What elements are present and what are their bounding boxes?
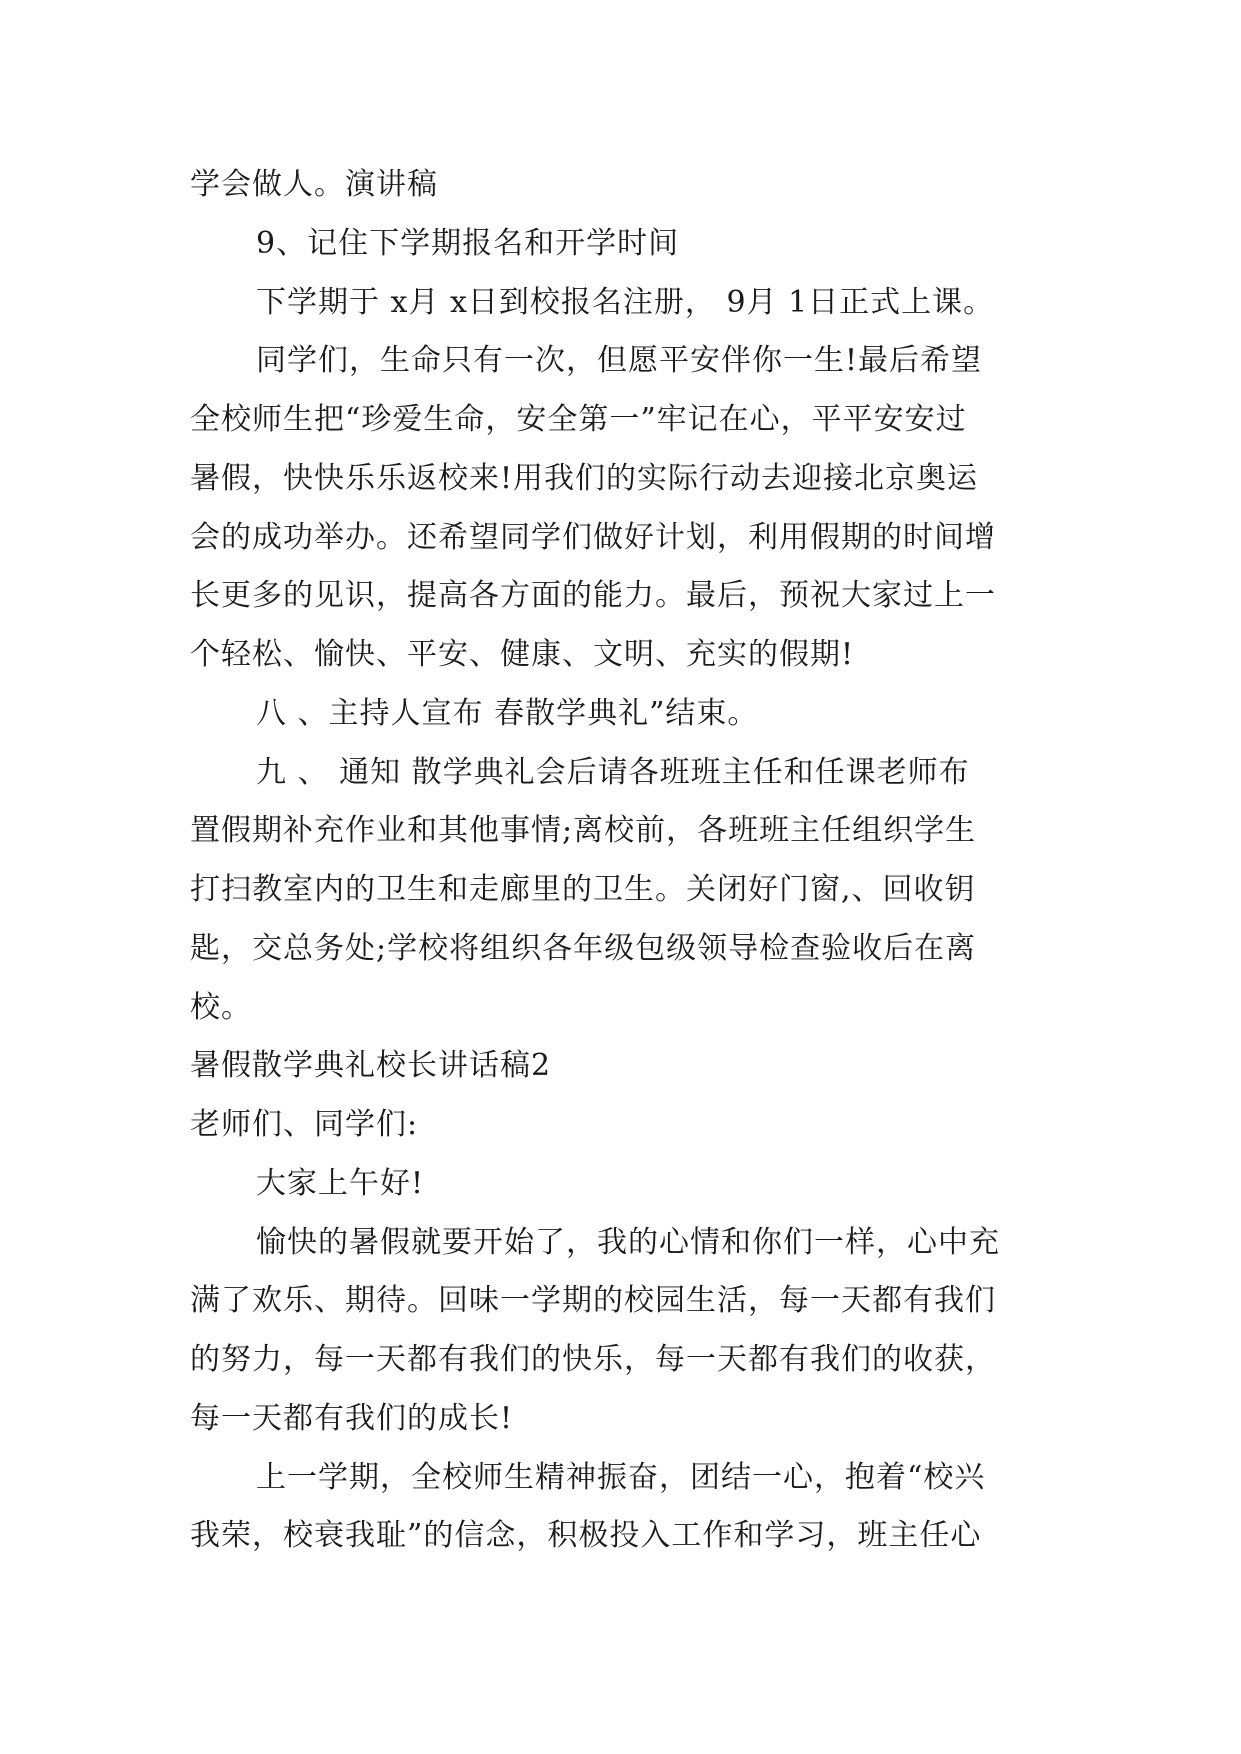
text-line: 下学期于 x月 x日到校报名注册， 9月 1日正式上课。 xyxy=(256,285,995,320)
text-line: 全校师生把“珍爱生命，安全第一”牢记在心，平平安安过 xyxy=(190,402,967,437)
text-line: 的努力，每一天都有我们的快乐，每一天都有我们的收获， xyxy=(190,1342,996,1377)
text-line: 长更多的见识，提高各方面的能力。最后，预祝大家过上一 xyxy=(190,578,996,613)
text-line: 八 、主持人宣布 春散学典礼”结束。 xyxy=(256,696,759,731)
text-line: 学会做人。演讲稿 xyxy=(190,167,438,202)
text-line: 匙，交总务处;学校将组织各年级包级领导检查验收后在离 xyxy=(190,931,977,966)
text-line: 会的成功举办。还希望同学们做好计划，利用假期的时间增 xyxy=(190,520,996,555)
text-line: 我荣，校衰我耻”的信念，积极投入工作和学习，班主任心 xyxy=(190,1518,982,1553)
text-line: 每一天都有我们的成长! xyxy=(190,1401,514,1436)
text-line: 校。 xyxy=(190,990,252,1025)
text-line: 满了欢乐、期待。回味一学期的校园生活，每一天都有我们 xyxy=(190,1283,996,1318)
text-line: 同学们，生命只有一次，但愿平安伴你一生!最后希望 xyxy=(256,343,983,378)
text-line: 暑假，快快乐乐返校来!用我们的实际行动去迎接北京奥运 xyxy=(190,461,979,496)
text-line: 大家上午好! xyxy=(256,1166,425,1201)
text-line: 愉快的暑假就要开始了，我的心情和你们一样，心中充 xyxy=(256,1225,1000,1260)
section-heading: 暑假散学典礼校长讲话稿2 xyxy=(190,1048,552,1083)
text-line: 置假期补充作业和其他事情;离校前，各班班主任组织学生 xyxy=(190,813,977,848)
text-line: 上一学期，全校师生精神振奋，团结一心，抱着“校兴 xyxy=(256,1460,986,1495)
text-line: 老师们、同学们: xyxy=(190,1107,419,1142)
text-line: 打扫教室内的卫生和走廊里的卫生。关闭好门窗,、回收钥 xyxy=(190,872,976,907)
text-line: 九 、 通知 散学典礼会后请各班班主任和任课老师布 xyxy=(256,755,970,790)
text-line: 个轻松、愉快、平安、健康、文明、充实的假期! xyxy=(190,637,855,672)
text-line: 9、记住下学期报名和开学时间 xyxy=(256,226,680,261)
